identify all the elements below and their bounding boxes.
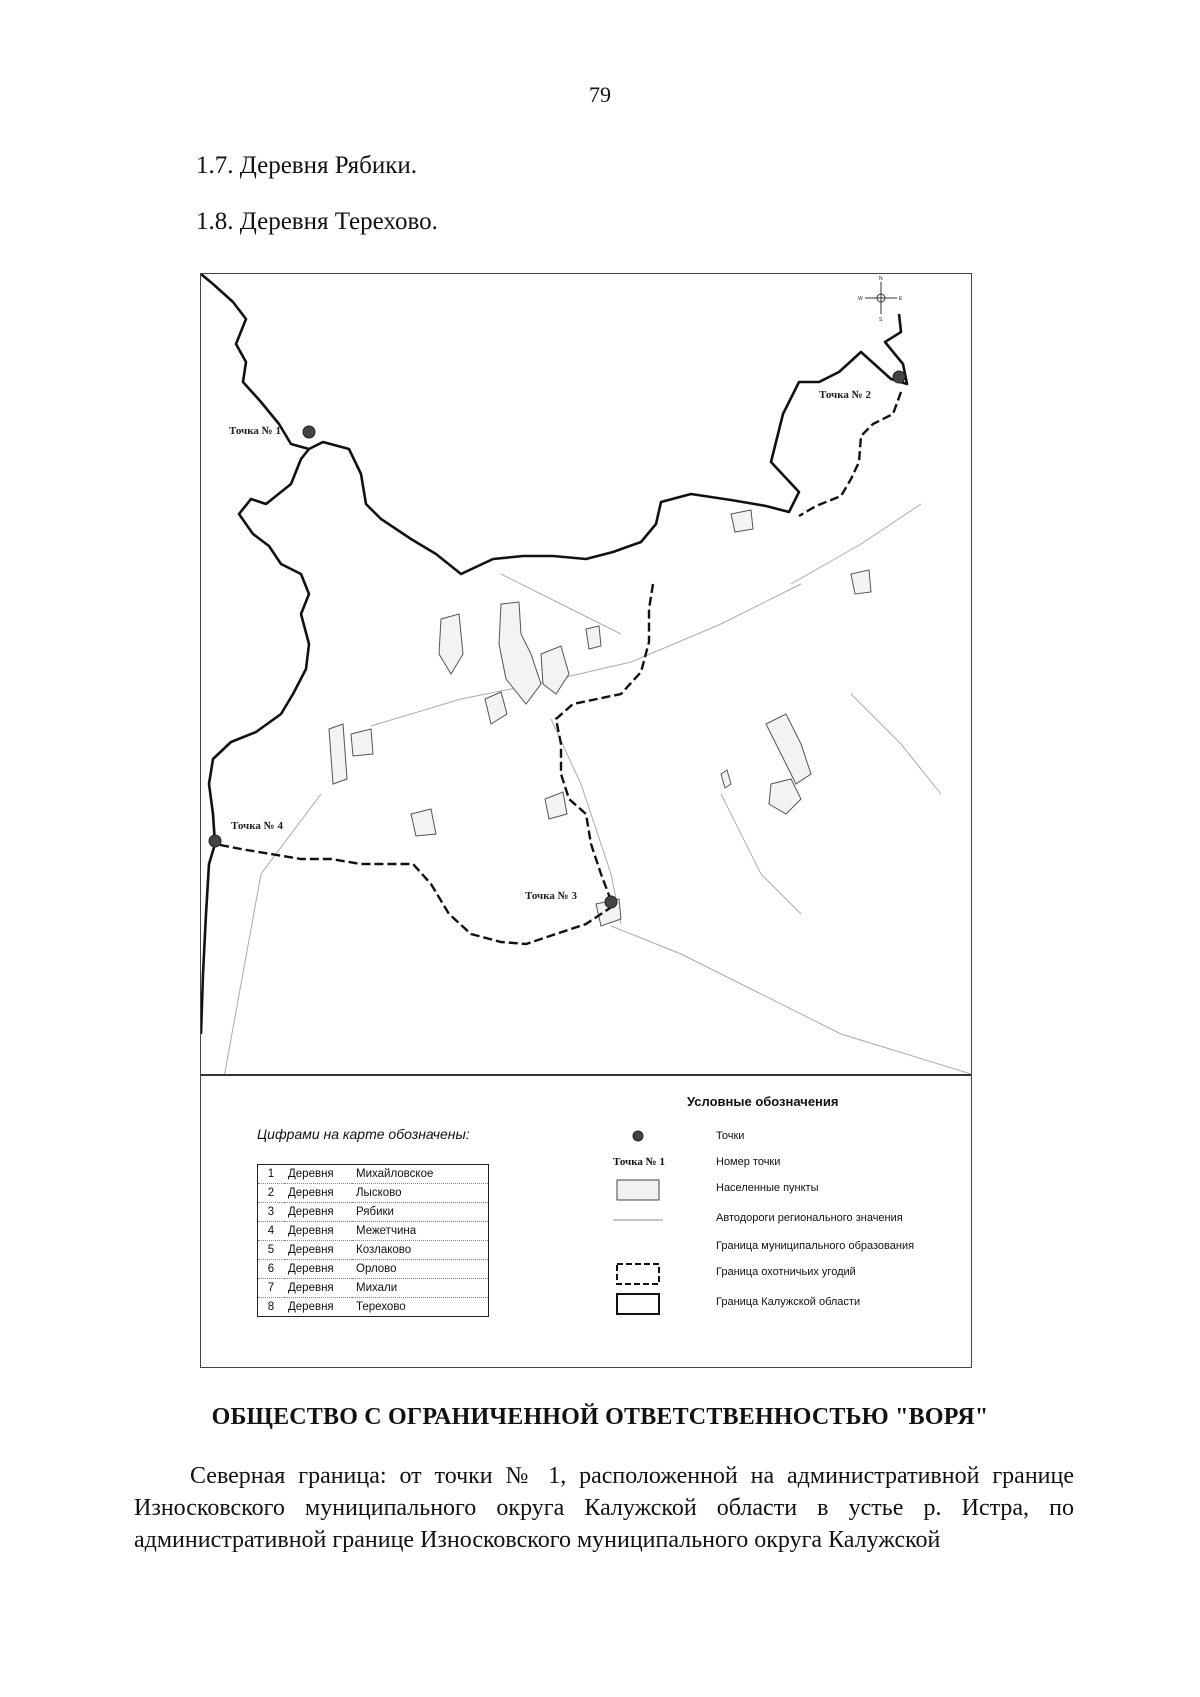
dashed-box-icon [613, 1262, 663, 1286]
numbers-cell-n: 7 [258, 1279, 285, 1298]
point-dot-icon [613, 1126, 663, 1150]
compass-w: W [858, 296, 863, 302]
legend-point-number [201, 1152, 971, 1178]
numbers-cell-n: 1 [258, 1165, 285, 1184]
numbers-cell-name: Лысково [352, 1184, 489, 1203]
section-heading: ОБЩЕСТВО С ОГРАНИЧЕННОЙ ОТВЕТСТВЕННОСТЬЮ "ВОРЯ" [211, 1404, 989, 1430]
numbers-cell-n: 2 [258, 1184, 285, 1203]
compass-n: N [879, 276, 883, 282]
point-4-label: Точка № 4 [231, 820, 283, 832]
numbers-cell-n: 6 [258, 1260, 285, 1279]
legend-hunting-text: Граница охотничьих угодий [716, 1266, 856, 1278]
numbers-cell-name: Терехово [352, 1298, 489, 1317]
legend-region [201, 1292, 971, 1318]
numbers-cell-name: Орлово [352, 1260, 489, 1279]
numbers-cell-name: Рябики [352, 1203, 489, 1222]
compass-e: E [899, 296, 903, 302]
compass-icon [858, 276, 903, 323]
boundary-paragraph: Северная граница: от точки № 1, расположенной на административной границе Износковского муниципального округа Калужской области в устье р. Истра, по административной границе Износковского муниципального округа Калужской [134, 1463, 1074, 1553]
legend-hunting [201, 1262, 971, 1288]
numbers-cell-type: Деревня [284, 1279, 352, 1298]
numbers-cell-type: Деревня [284, 1241, 352, 1260]
settlement-swatch-icon [613, 1178, 663, 1202]
numbers-cell-type: Деревня [284, 1165, 352, 1184]
map-drawing [201, 274, 971, 1074]
legend-title: Условные обозначения [687, 1094, 839, 1109]
page-number: 79 [589, 82, 611, 107]
numbers-cell-type: Деревня [284, 1184, 352, 1203]
solid-box-icon [613, 1292, 663, 1316]
numbers-cell-type: Деревня [284, 1298, 352, 1317]
road-line-icon [613, 1208, 663, 1232]
legend-region-text: Граница Калужской области [716, 1296, 861, 1308]
legend-municipal [201, 1236, 971, 1262]
item-ryabiki: 1.7. Деревня Рябики. [196, 152, 418, 179]
item-terekhovo: 1.8. Деревня Терехово. [196, 208, 438, 235]
compass-s: S [879, 317, 883, 323]
legend-settlements-text: Населенные пункты [716, 1182, 819, 1194]
numbers-cell-name: Козлаково [352, 1241, 489, 1260]
legend-roads-text: Автодороги регионального значения [716, 1212, 903, 1224]
point-2-dot [893, 371, 905, 383]
map-legend [201, 1074, 971, 1366]
numbers-cell-name: Межетчина [352, 1222, 489, 1241]
legend-points [201, 1126, 971, 1152]
border-west [209, 449, 309, 844]
point-3-label: Точка № 3 [525, 890, 577, 902]
region-border-line [201, 274, 907, 574]
legend-roads [201, 1208, 971, 1234]
numbers-cell-name: Михайловское [352, 1165, 489, 1184]
point-4-dot [209, 835, 221, 847]
legend-points-text: Точки [716, 1130, 745, 1142]
numbers-cell-type: Деревня [284, 1260, 352, 1279]
numbers-cell-n: 5 [258, 1241, 285, 1260]
point-2-label: Точка № 2 [819, 389, 871, 401]
legend-municipal-text: Граница муниципального образования [716, 1240, 915, 1252]
map-area [201, 274, 971, 1074]
legend-settlements [201, 1178, 971, 1204]
map-figure [200, 273, 972, 1368]
numbers-cell-n: 8 [258, 1298, 285, 1317]
numbers-cell-type: Деревня [284, 1203, 352, 1222]
numbers-title: Цифрами на карте обозначены: [257, 1126, 470, 1142]
point-1-dot [303, 426, 315, 438]
legend-point-number-text: Номер точки [716, 1156, 781, 1168]
border-southwest [201, 844, 215, 1034]
numbers-cell-n: 3 [258, 1203, 285, 1222]
numbers-cell-type: Деревня [284, 1222, 352, 1241]
numbers-cell-n: 4 [258, 1222, 285, 1241]
numbers-cell-name: Михали [352, 1279, 489, 1298]
point-1-label: Точка № 1 [229, 425, 281, 437]
legend-point-number-sample: Точка № 1 [613, 1156, 665, 1168]
point-3-dot [605, 896, 617, 908]
settlements [329, 510, 871, 926]
boundary-points [209, 371, 905, 908]
